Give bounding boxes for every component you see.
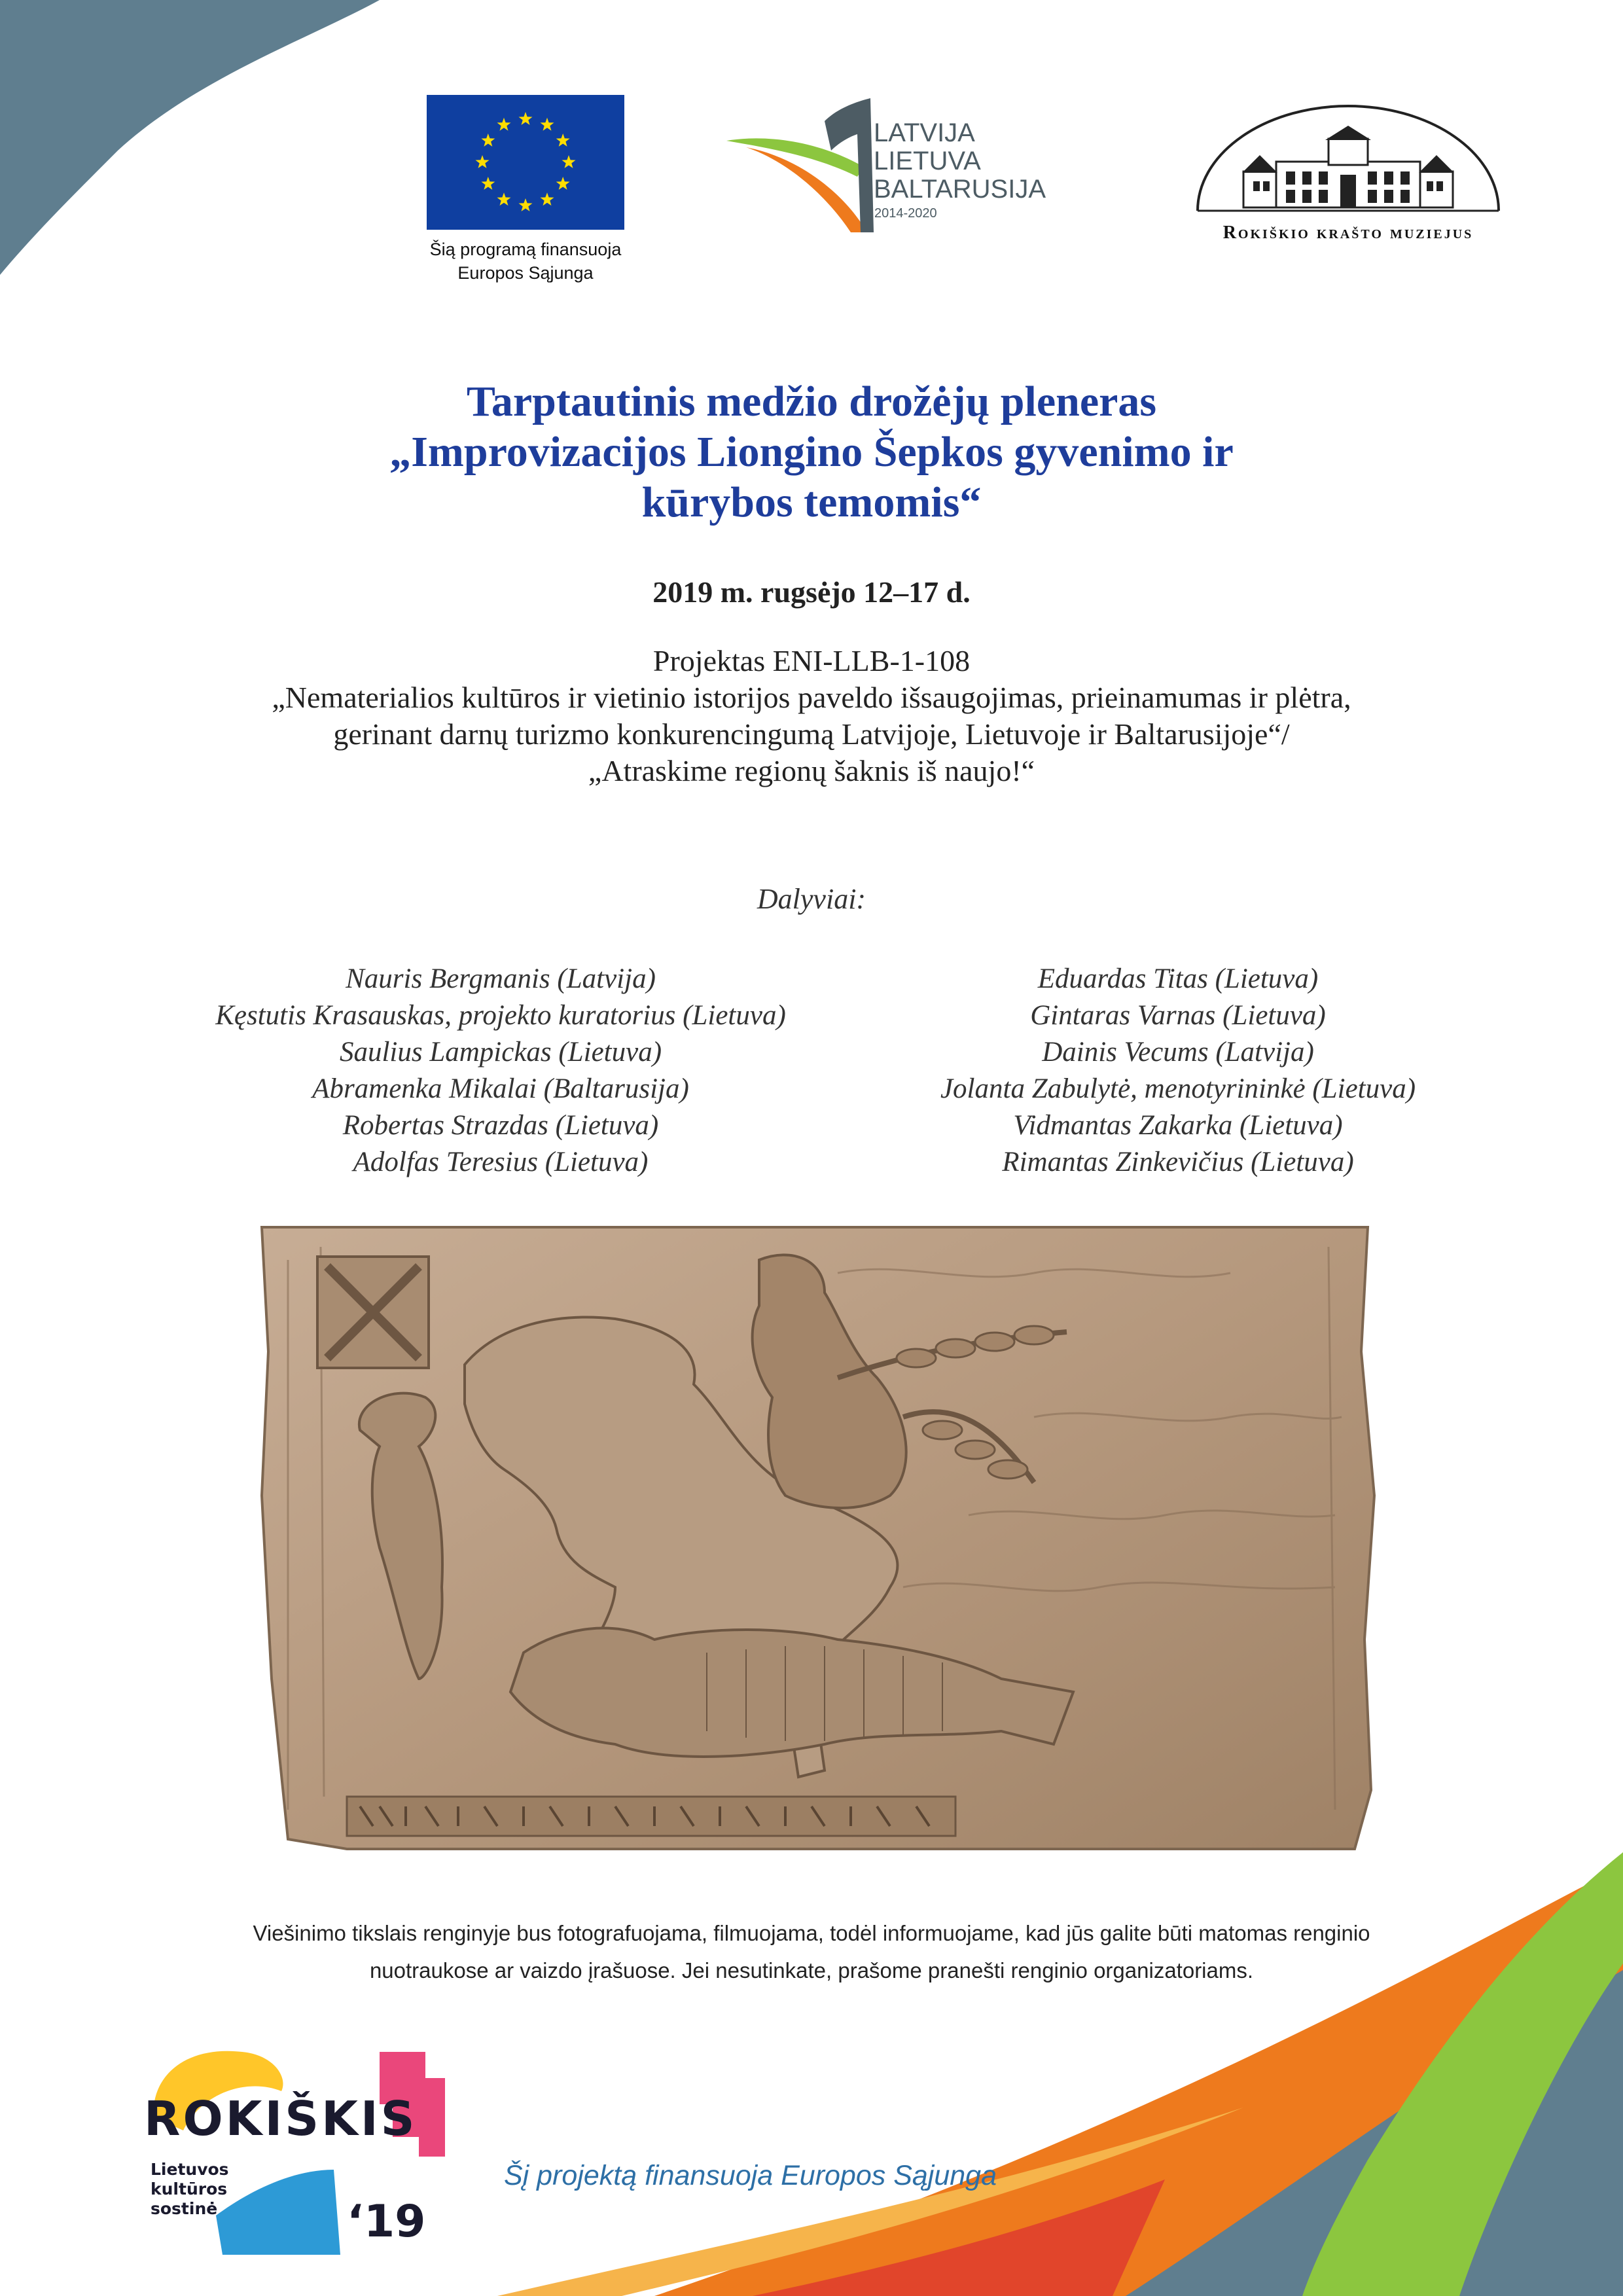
participant: Rimantas Zinkevičius (Lietuva) <box>1002 1147 1354 1177</box>
x-tile <box>317 1257 429 1368</box>
rokiskis-wordmark: ROKIŠKIS <box>144 2091 418 2146</box>
page-title <box>216 376 1407 528</box>
project-description <box>85 643 1538 789</box>
project-line: Projektas ENI-LLB-1-108 <box>652 644 971 677</box>
top-left-wave <box>0 0 380 275</box>
participant: Kęstutis Krasauskas, projekto kuratorius (Lietuva) <box>215 1000 786 1031</box>
participant: Gintaras Varnas (Lietuva) <box>1030 1000 1326 1031</box>
project-line: „Atraskime regionų šaknis iš naujo!“ <box>588 754 1035 787</box>
eu-caption-line: Šią programą finansuoja <box>429 240 622 259</box>
title-line: kūrybos temomis“ <box>641 478 982 526</box>
title-line: „Improvizacijos Liongino Šepkos gyvenimo ir <box>389 428 1234 476</box>
participant: Dainis Vecums (Latvija) <box>1042 1037 1314 1067</box>
event-date: 2019 m. rugsėjo 12–17 d. <box>652 575 971 609</box>
rokiskis-year: ‘19 <box>347 2196 426 2248</box>
title-line: Tarptautinis medžio drožėjų pleneras <box>466 378 1157 425</box>
llb-line: LIETUVA <box>874 147 981 175</box>
participants-left-column <box>108 961 893 1181</box>
wood-carving-image <box>249 1221 1381 1862</box>
eu-caption-line: Europos Sąjunga <box>457 263 594 283</box>
notice-line: nuotraukose ar vaizdo įrašuose. Jei nesutinkate, prašome pranešti renginio organizatoriams. <box>369 1958 1254 1982</box>
museum-name: Rokiškio krašto muziejus <box>1222 223 1474 243</box>
project-line: gerinant darnų turizmo konkurencingumą Latvijoje, Lietuvoje ir Baltarusijoje“/ <box>333 717 1290 751</box>
rokiskis-subtitle <box>151 2160 229 2219</box>
rokiskis-sub-line: kultūros <box>151 2179 228 2198</box>
llb-line: BALTARUSIJA <box>874 175 1046 204</box>
eu-caption <box>393 238 658 285</box>
rokiskis-sub-line: Lietuvos <box>151 2160 229 2179</box>
llb-years: 2014-2020 <box>874 206 937 221</box>
participant: Abramenka Mikalai (Baltarusija) <box>312 1073 689 1104</box>
llb-logo-text <box>874 119 1046 204</box>
participant: Saulius Lampickas (Lietuva) <box>339 1037 662 1067</box>
photo-notice <box>183 1914 1440 1989</box>
participant: Adolfas Teresius (Lietuva) <box>353 1147 649 1177</box>
participant: Nauris Bergmanis (Latvija) <box>346 963 656 994</box>
project-line: „Nematerialios kultūros ir vietinio istorijos paveldo išsaugojimas, prieinamumas ir plėtra, <box>272 681 1351 714</box>
participant: Robertas Strazdas (Lietuva) <box>342 1110 659 1141</box>
participants-heading: Dalyviai: <box>757 883 866 915</box>
eu-flag-icon <box>427 95 624 230</box>
participant: Eduardas Titas (Lietuva) <box>1037 963 1319 994</box>
funded-by-eu-text: Šį projektą finansuoja Europos Sąjunga <box>504 2160 997 2191</box>
llb-line: LATVIJA <box>874 118 975 147</box>
rokiskis-sub-line: sostinė <box>151 2199 218 2218</box>
participants-right-column <box>785 961 1571 1181</box>
participant: Jolanta Zabulytė, menotyrininkė (Lietuva) <box>940 1073 1416 1104</box>
notice-line: Viešinimo tikslais renginyje bus fotografuojama, filmuojama, todėl informuojame, kad jūs galite būti matomas renginio <box>253 1921 1370 1945</box>
participant: Vidmantas Zakarka (Lietuva) <box>1013 1110 1343 1141</box>
